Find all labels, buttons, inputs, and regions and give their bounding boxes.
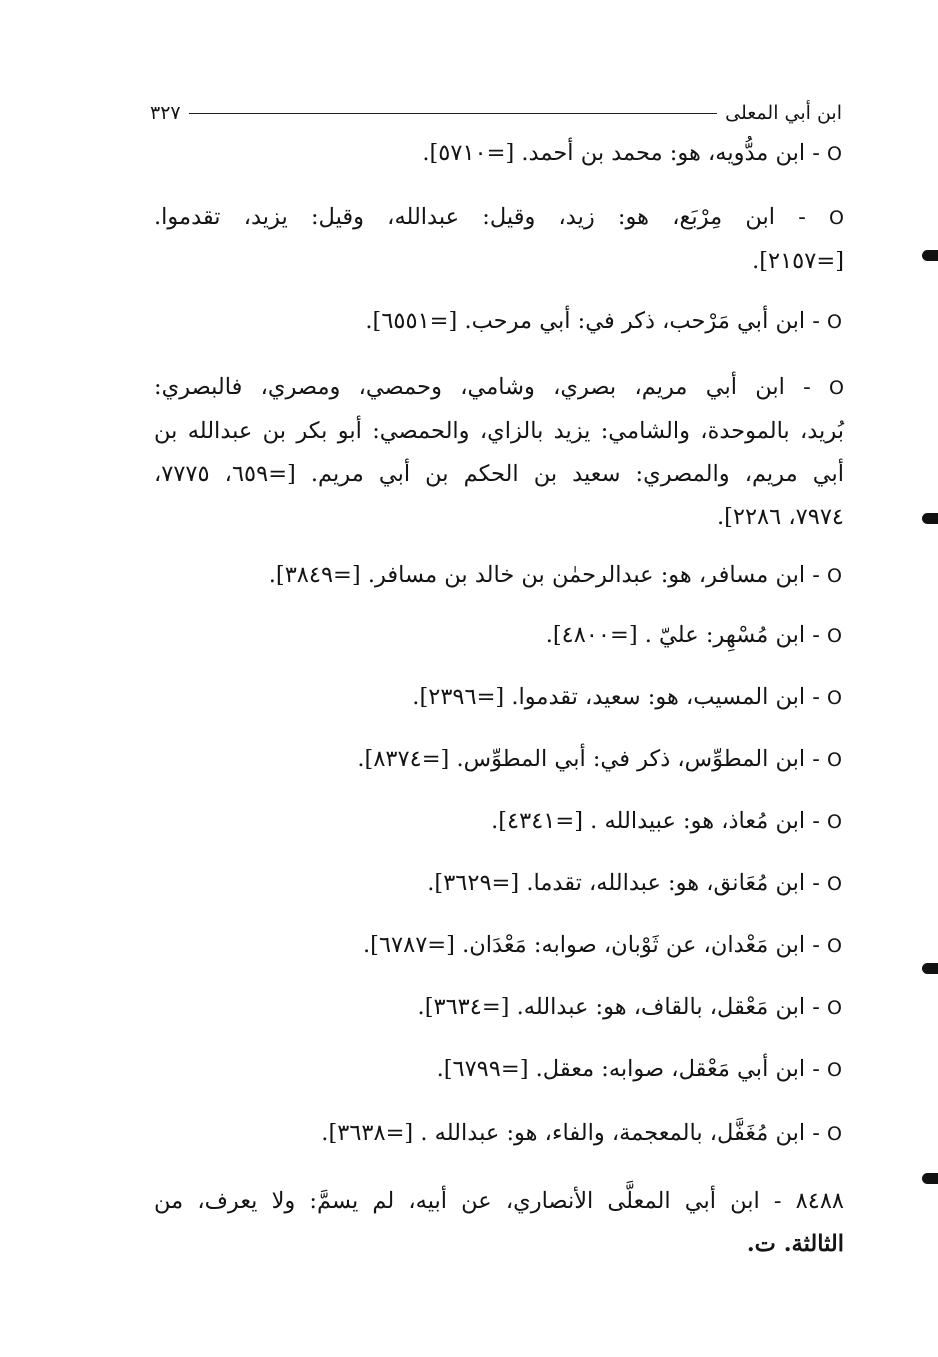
entry-ibn-abi-marhab [365,308,842,334]
entry-marker: O [827,1059,842,1081]
entry-line: O - ابن أبي مريم، بصري، وشامي، وحمصي، ومصري، فالبصري: [154,374,845,400]
entry-text: - ابن مُعَانق، هو: عبدالله، تقدما. [=٣٦٢٩]. [427,870,820,896]
entry-marker: O [827,997,842,1019]
running-header [150,98,842,128]
entry-marker: O [829,207,844,229]
entry-ibn-mughaffal [321,1120,842,1146]
entry-ibn-musafir [269,562,842,588]
page-edge-mark [922,1173,938,1184]
header-rule [189,113,718,114]
entry-ibn-madan [363,932,842,958]
page-edge-mark [922,513,938,524]
entry-ibn-abi-maryam [154,366,844,539]
entry-text: - ابن المسيب، هو: سعيد، تقدموا. [=٢٣٩٦]. [412,684,820,710]
entry-marker: O [827,143,842,165]
entry-ibn-mirba [154,196,844,283]
entry-marker: O [827,687,842,709]
entry-line: ٨٤٨٨ - ابن أبي المعلَّى الأنصاري، عن أبيه، لم يسمَّ: ولا يعرف، من [154,1188,844,1214]
entry-ibn-al-mutawwis [357,746,842,772]
entry-line: ٧٩٧٤، ٢٢٨٦]. [716,504,844,530]
running-title: ابن أبي المعلى [725,102,842,124]
entry-text: - ابن مسافر، هو: عبدالرحمٰن بن خالد بن مسافر. [=٣٨٤٩]. [268,562,820,588]
entry-marker: O [827,811,842,833]
entry-text: - ابن مُسْهِر: عليّ . [=٤٨٠٠]. [545,622,820,648]
entry-marker: O [827,935,842,957]
entry-marker: O [829,377,845,399]
entry-text: - ابن المطوِّس، ذكر في: أبي المطوِّس. [=٨٣٧٤]. [357,746,820,772]
page-number: ٣٢٧ [150,102,181,124]
entry-text: - ابن مَعْدان، عن ثَوْبان، صوابه: مَعْدَان. [=٦٧٨٧]. [363,932,820,958]
entry-8488-ibn-abi-al-mualla [154,1180,844,1266]
entry-marker: O [827,1123,842,1145]
entry-marker: O [827,311,842,333]
entry-ibn-muaniq [427,870,842,896]
entry-text: - ابن أبي مَعْقل، صوابه: معقل. [=٦٧٩٩]. [436,1056,820,1082]
entry-line: بُريد، بالموحدة، والشامي: يزيد بالزاي، والحمصي: أبو بكر بن عبدالله بن [154,418,844,444]
entry-text: - ابن مَعْقل، بالقاف، هو: عبدالله. [=٣٦٣٤]. [417,994,820,1020]
entry-text: - ابن مدُّويه، هو: محمد بن أحمد. [=٥٧١٠]. [422,140,820,166]
entry-line: O - ابن مِرْبَع، هو: زيد، وقيل: عبدالله، وقيل: يزيد، تقدموا. [154,204,844,230]
page-edge-mark [922,963,938,974]
entry-marker: O [827,749,842,771]
entry-line: الثالثة. ت. [746,1231,844,1257]
entry-text: - ابن مُغَفَّل، بالمعجمة، والفاء، هو: عبدالله . [=٣٦٣٨]. [321,1120,820,1146]
entry-ibn-madduwayh [422,140,842,166]
entry-text: - ابن أبي مَرْحب، ذكر في: أبي مرحب. [=٦٥٥١]. [365,308,820,334]
entry-marker: O [827,625,842,647]
entry-marker: O [827,873,842,895]
entry-ibn-mushir [546,622,842,648]
entry-line: أبي مريم، والمصري: سعيد بن الحكم بن أبي مريم. [=٦٥٩، ٧٧٧٥، [154,461,844,487]
entry-ibn-abi-maqil [437,1056,842,1082]
entry-marker: O [827,565,842,587]
page-edge-mark [922,250,938,261]
entry-text: - ابن مُعاذ، هو: عبيدالله . [=٤٣٤١]. [491,808,820,834]
entry-ibn-al-musayyib [412,684,842,710]
entry-ibn-maqil [418,994,842,1020]
entry-line: [=٢١٥٧]. [752,248,844,274]
entry-ibn-muadh [491,808,842,834]
